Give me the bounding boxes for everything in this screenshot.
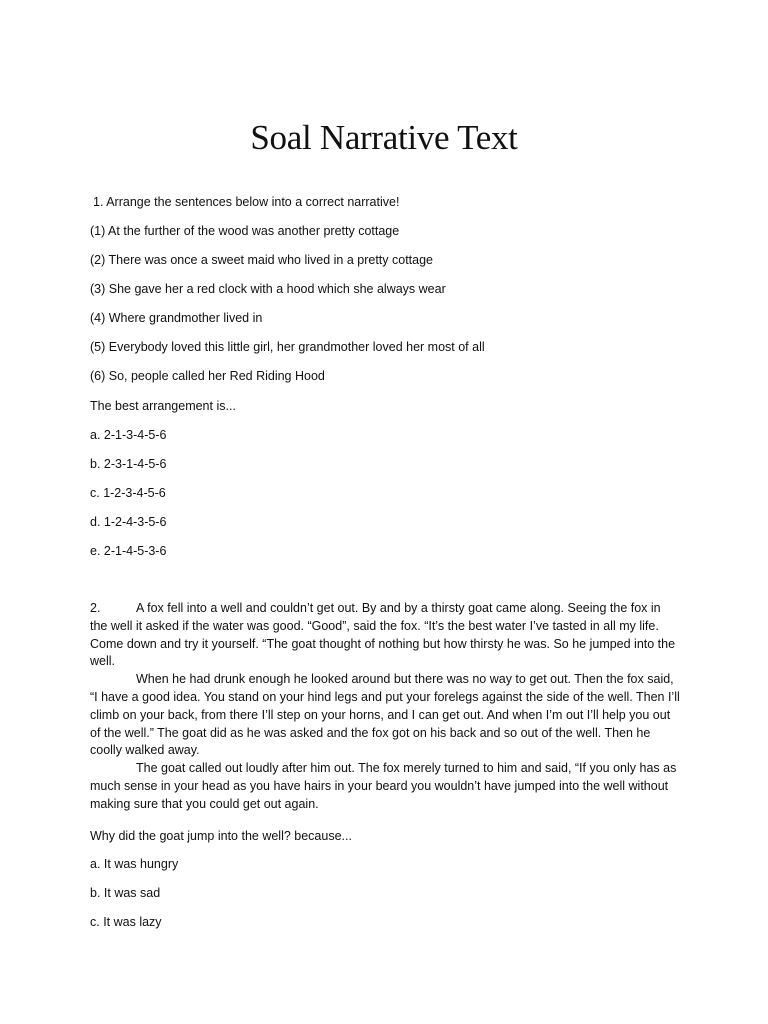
q1-option-d: d. 1-2-4-3-5-6 xyxy=(90,515,167,529)
q1-option-b: b. 2-3-1-4-5-6 xyxy=(90,457,167,471)
q1-sentence-5: (5) Everybody loved this little girl, her grandmother loved her most of all xyxy=(90,340,485,354)
q2-option-c: c. It was lazy xyxy=(90,915,162,929)
q2-paragraph-1 xyxy=(90,600,680,671)
q1-prompt: The best arrangement is... xyxy=(90,399,236,413)
q2-question: Why did the goat jump into the well? because... xyxy=(90,829,352,843)
q2-number: 2. xyxy=(90,601,101,615)
q1-option-a: a. 2-1-3-4-5-6 xyxy=(90,428,167,442)
q2-paragraph-2 xyxy=(90,671,680,760)
q1-sentence-2: (2) There was once a sweet maid who lived in a pretty cottage xyxy=(90,253,433,267)
q2-paragraph-3-text: The goat called out loudly after him out. The fox merely turned to him and said, “If you only has as much sense in your head as you have hairs in your beard you wouldn’t have jumped into the well without making sure that you could get out again. xyxy=(90,761,677,811)
q1-option-c: c. 1-2-3-4-5-6 xyxy=(90,486,166,500)
q2-paragraph-3 xyxy=(90,760,680,813)
q2-paragraph-2-text: When he had drunk enough he looked around but there was no way to get out. Then the fox said, “I have a good idea. You stand on your hind legs and put your forelegs against the side of the well. Then I’ll climb on your back, from there I’ll step on your horns, and I can get out. And when I’m out I’ll help you out of the well.” The goat did as he was asked and the fox got on his back and so out of the well. Then he coolly walked away. xyxy=(90,672,680,758)
q1-sentence-4: (4) Where grandmother lived in xyxy=(90,311,263,325)
q2-option-b: b. It was sad xyxy=(90,886,161,900)
q1-sentence-1: (1) At the further of the wood was another pretty cottage xyxy=(90,224,400,238)
q1-instruction: 1. Arrange the sentences below into a correct narrative! xyxy=(93,195,400,209)
q1-sentence-3: (3) She gave her a red clock with a hood which she always wear xyxy=(90,282,446,296)
q1-option-e: e. 2-1-4-5-3-6 xyxy=(90,544,167,558)
page-title: Soal Narrative Text xyxy=(250,118,518,157)
q2-story xyxy=(90,600,680,814)
q1-sentence-6: (6) So, people called her Red Riding Hood xyxy=(90,369,325,383)
q2-paragraph-1-text: A fox fell into a well and couldn’t get out. By and by a thirsty goat came along. Seeing the fox in the well it asked if the water was good. “Good”, said the fox. “It’s the best water I’ve tasted in all my life. Come down and try it yourself. “The goat thought of nothing but how thirsty he was. So he jumped into the well. xyxy=(90,601,676,669)
q2-option-a: a. It was hungry xyxy=(90,857,179,871)
